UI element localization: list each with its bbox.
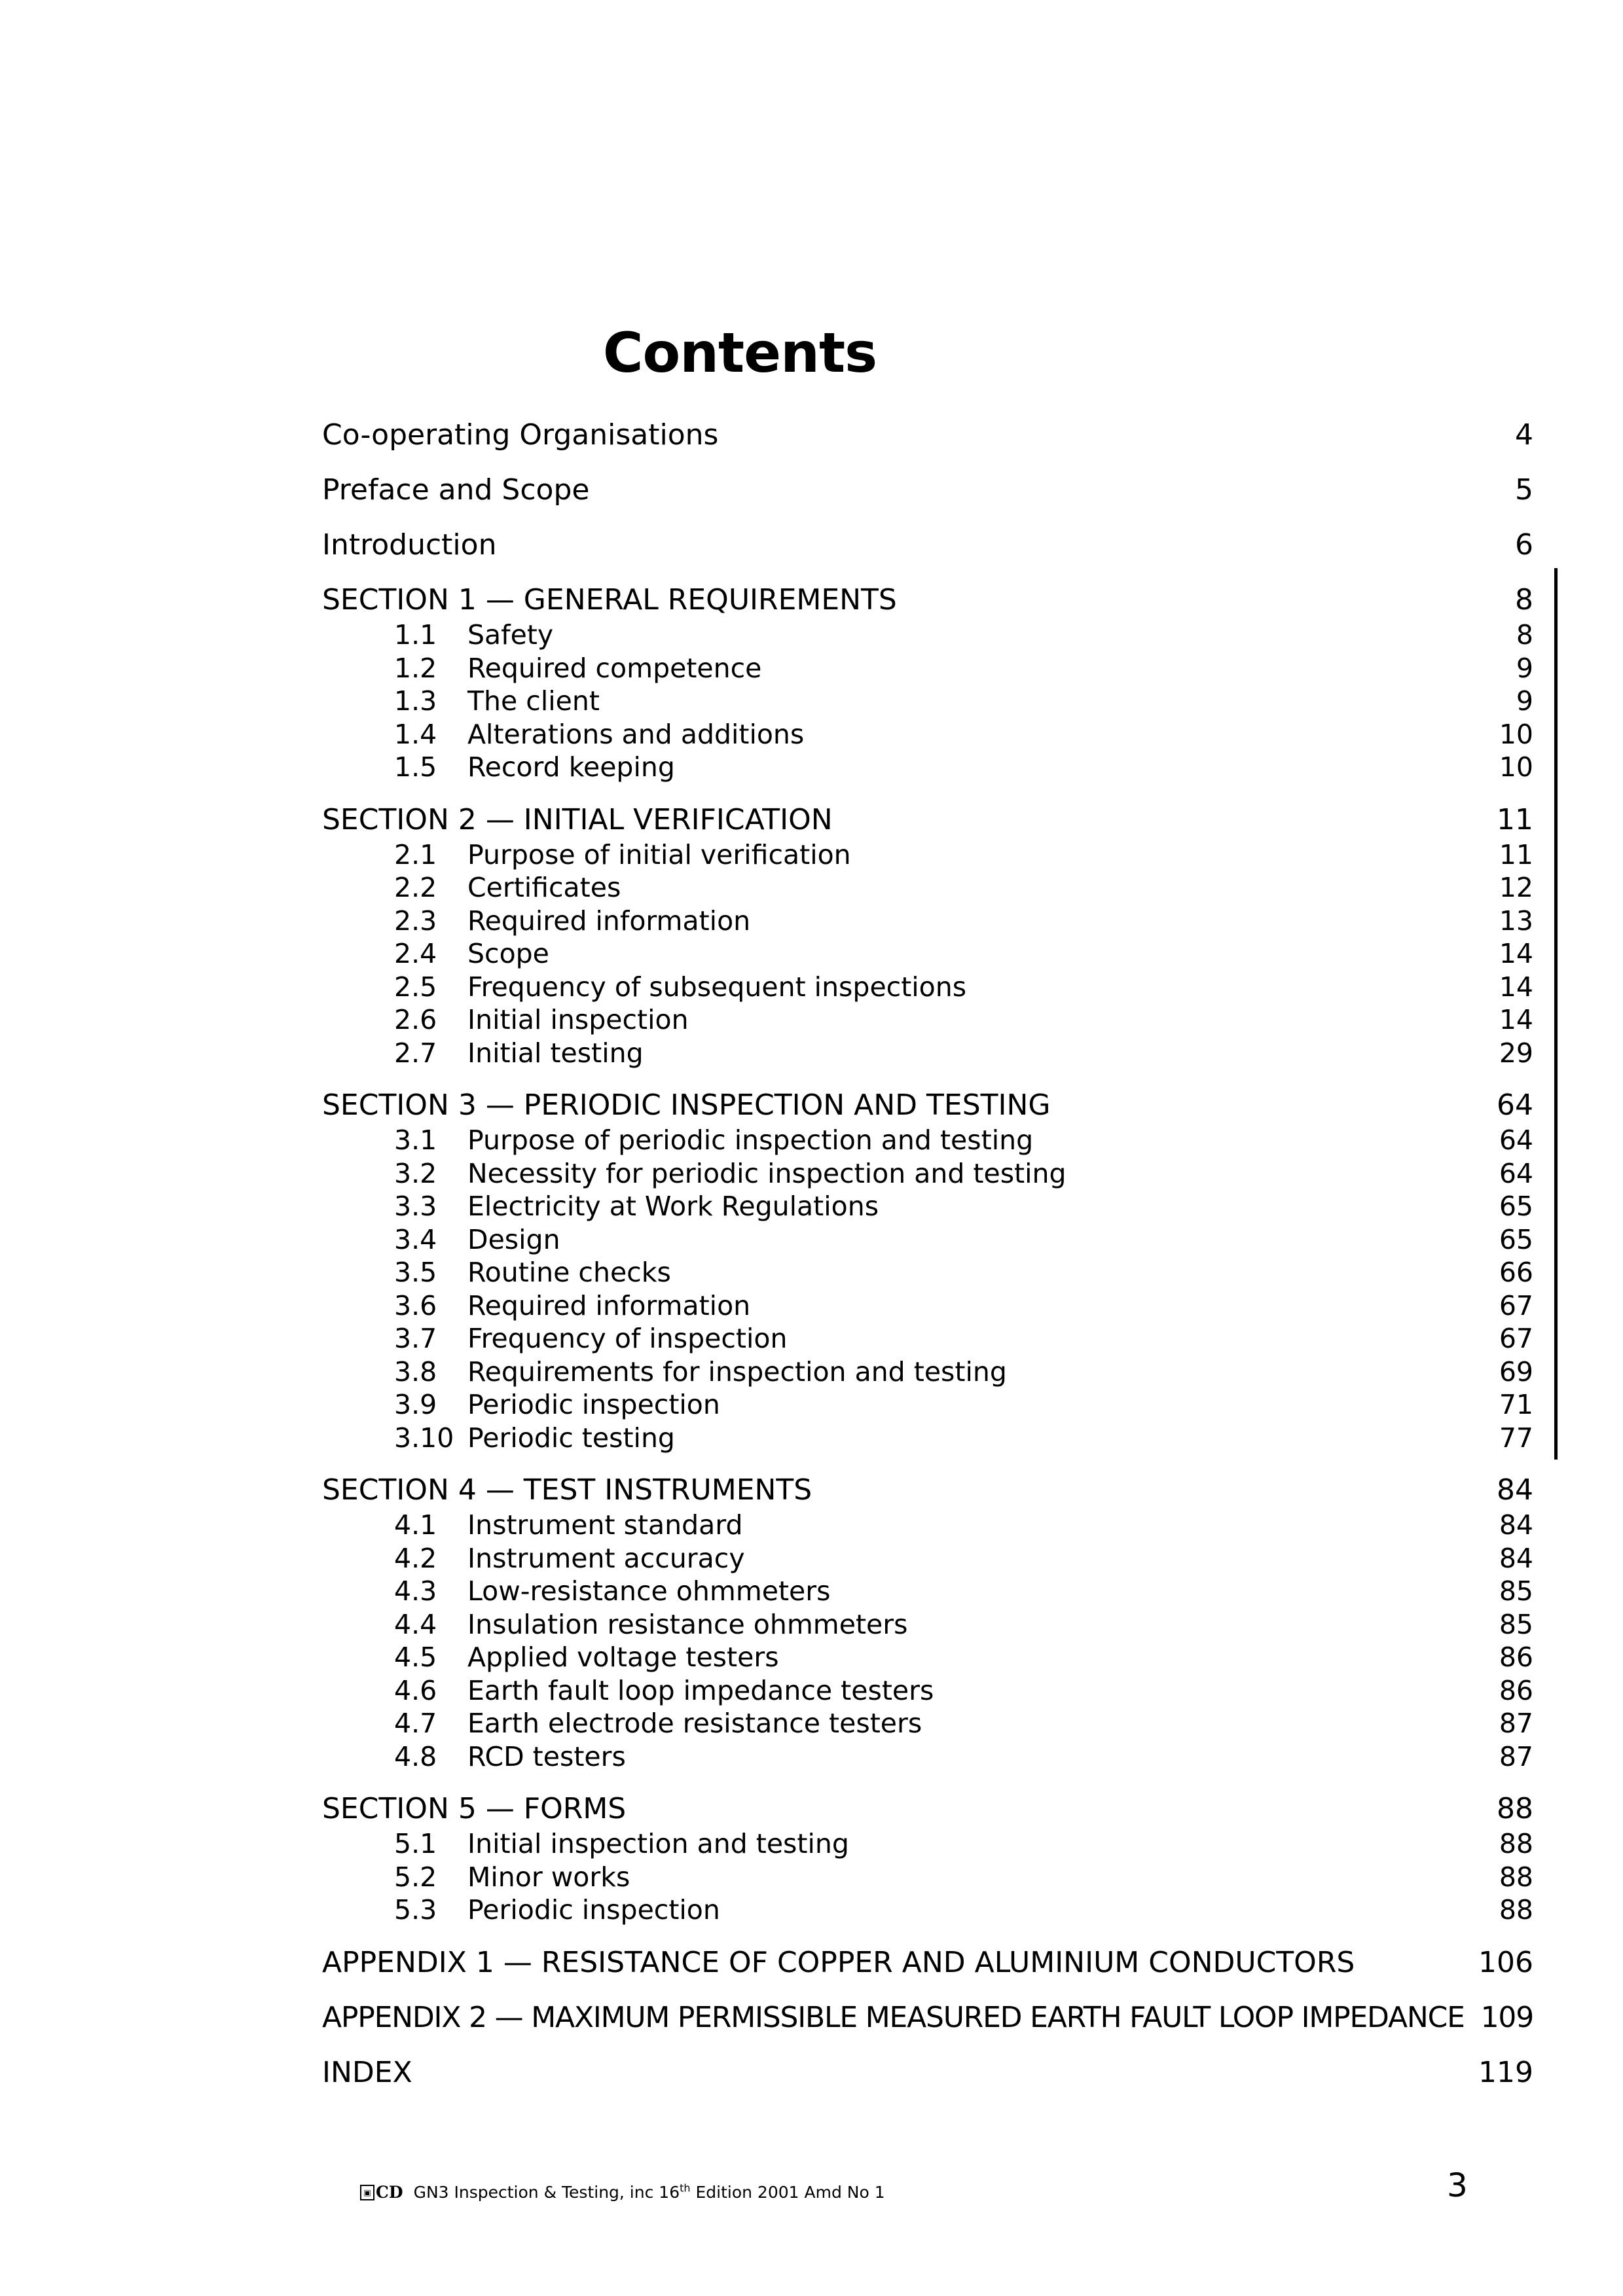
- toc-entry-label: Preface and Scope: [322, 473, 590, 507]
- footer-text-main: GN3 Inspection & Testing, inc 16: [413, 2183, 680, 2202]
- logo-mark: ▣: [360, 2185, 374, 2200]
- toc-subentry-label: Required competence: [467, 652, 762, 684]
- toc-subentry[interactable]: [322, 1289, 1533, 1323]
- toc-subentry-page: 14: [1499, 1004, 1533, 1035]
- toc-subentry-number: 1.4: [394, 718, 437, 750]
- toc-subentry-label: Instrument accuracy: [467, 1542, 745, 1574]
- toc-subentry-page: 66: [1499, 1257, 1533, 1288]
- toc-section-page: 64: [1497, 1088, 1533, 1122]
- toc-subentry-label: Necessity for periodic inspection and testing: [467, 1157, 1067, 1189]
- toc-subentry[interactable]: [322, 1707, 1533, 1740]
- toc-section-page: 84: [1497, 1473, 1533, 1507]
- toc-subentry-number: 2.2: [394, 872, 437, 903]
- toc-section-page: 8: [1515, 583, 1533, 617]
- toc-entry-page: 119: [1478, 2055, 1533, 2089]
- toc-subentry-label: Instrument standard: [467, 1509, 743, 1541]
- toc-entry-page: 106: [1478, 1945, 1533, 1979]
- toc-subentry-number: 4.6: [394, 1674, 437, 1706]
- toc-entry-label: Co-operating Organisations: [322, 418, 719, 452]
- toc-subentry-label: Requirements for inspection and testing: [467, 1355, 1007, 1388]
- toc-subentry-label: Earth fault loop impedance testers: [467, 1674, 934, 1706]
- toc-subentry-number: 4.4: [394, 1608, 437, 1640]
- toc-subentry-label: Required information: [467, 905, 751, 937]
- toc-subentry-number: 4.3: [394, 1575, 437, 1607]
- toc-subentry-number: 4.5: [394, 1641, 437, 1673]
- toc-subentry-label: Alterations and additions: [467, 718, 805, 750]
- toc-subentry-number: 2.5: [394, 971, 437, 1003]
- toc-subentry-label: Certificates: [467, 872, 621, 903]
- toc-section-page: 88: [1497, 1792, 1533, 1825]
- toc-subentry-page: 9: [1516, 652, 1533, 684]
- toc-subentry-page: 69: [1499, 1355, 1533, 1388]
- toc-subentry-page: 85: [1499, 1575, 1533, 1607]
- toc-subentry[interactable]: [322, 1641, 1533, 1674]
- page-number: 3: [1447, 2166, 1468, 2204]
- toc-subentry-page: 64: [1499, 1157, 1533, 1189]
- toc-subentry-label: Frequency of inspection: [467, 1323, 788, 1354]
- toc-subentry-page: 9: [1516, 685, 1533, 717]
- toc-subentry-label: Periodic testing: [467, 1422, 675, 1454]
- toc-index[interactable]: [322, 2056, 1533, 2089]
- toc-subentry-page: 84: [1499, 1509, 1533, 1541]
- toc-appendix-1[interactable]: [322, 1946, 1533, 1979]
- toc-subentry-page: 86: [1499, 1641, 1533, 1673]
- toc-subentry-label: Required information: [467, 1289, 751, 1321]
- toc-subentry-number: 5.3: [394, 1894, 437, 1926]
- toc-subentry-page: 65: [1499, 1191, 1533, 1222]
- toc-subentry-label: Minor works: [467, 1861, 630, 1893]
- toc-entry-label: APPENDIX 2 — MAXIMUM PERMISSIBLE MEASURED EARTH FAULT LOOP IMPEDANCE: [322, 2000, 1465, 2034]
- toc-subentry-label: Frequency of subsequent inspections: [467, 971, 967, 1003]
- toc-subentry[interactable]: [322, 1893, 1533, 1927]
- toc-subentry[interactable]: [322, 1674, 1533, 1708]
- page-footer: [360, 2183, 885, 2202]
- toc-subentry[interactable]: [322, 1355, 1533, 1389]
- toc-subentry-number: 4.2: [394, 1542, 437, 1574]
- toc-subentry[interactable]: [322, 1575, 1533, 1608]
- toc-section-heading[interactable]: [322, 1793, 1533, 1825]
- toc-subentry-page: 87: [1499, 1708, 1533, 1739]
- toc-subentry-number: 3.6: [394, 1289, 437, 1321]
- toc-entry-label: APPENDIX 1 — RESISTANCE OF COPPER AND ALUMINIUM CONDUCTORS: [322, 1945, 1355, 1979]
- toc-subentry-page: 29: [1499, 1037, 1533, 1069]
- toc-subentry-number: 1.2: [394, 652, 437, 684]
- toc-subentry-page: 8: [1516, 619, 1533, 651]
- toc-subentry[interactable]: [322, 905, 1533, 938]
- toc-subentry-label: Periodic inspection: [467, 1894, 720, 1926]
- toc-subentry-number: 3.10: [394, 1422, 454, 1454]
- toc-subentry[interactable]: [322, 1542, 1533, 1575]
- toc-subentry-label: Applied voltage testers: [467, 1641, 779, 1673]
- toc-subentry-page: 71: [1499, 1389, 1533, 1420]
- toc-section-label: SECTION 2 — INITIAL VERIFICATION: [322, 802, 833, 836]
- toc-subentry-number: 5.2: [394, 1861, 437, 1893]
- toc-section-1: [322, 584, 1533, 784]
- toc-subentry[interactable]: [322, 1256, 1533, 1289]
- toc-subentry[interactable]: [322, 1861, 1533, 1894]
- toc-section-label: SECTION 3 — PERIODIC INSPECTION AND TESTING: [322, 1088, 1051, 1122]
- toc-subentry-number: 3.3: [394, 1191, 437, 1222]
- toc-appendix-2[interactable]: [322, 2001, 1533, 2034]
- toc-entry[interactable]: [322, 529, 1533, 562]
- toc-subentry-page: 67: [1499, 1323, 1533, 1354]
- toc-subentry[interactable]: [322, 1509, 1533, 1542]
- toc-subentry-page: 77: [1499, 1422, 1533, 1454]
- toc-subentry-label: Scope: [467, 938, 549, 969]
- toc-section-heading[interactable]: [322, 584, 1533, 617]
- toc-subentry-number: 3.1: [394, 1124, 437, 1156]
- toc-entry-page: 6: [1515, 528, 1533, 562]
- toc-subentry-label: Initial inspection: [467, 1004, 689, 1035]
- toc-subentry[interactable]: [322, 751, 1533, 784]
- toc-subentry[interactable]: [322, 1003, 1533, 1037]
- toc-subentry-number: 2.1: [394, 838, 437, 870]
- toc-section-4: [322, 1474, 1533, 1773]
- toc-section-heading[interactable]: [322, 1474, 1533, 1507]
- toc-subentry-label: RCD testers: [467, 1740, 626, 1772]
- toc-entry-page: 5: [1515, 473, 1533, 507]
- toc-subentry-page: 65: [1499, 1223, 1533, 1255]
- toc-subentry-page: 14: [1499, 971, 1533, 1003]
- toc-subentry-page: 87: [1499, 1740, 1533, 1772]
- toc-section-page: 11: [1497, 802, 1533, 836]
- revision-change-bar: [1554, 568, 1558, 1460]
- toc-section-heading[interactable]: [322, 1089, 1533, 1122]
- toc-subentry-number: 3.4: [394, 1223, 437, 1255]
- toc-subentry-number: 2.3: [394, 905, 437, 937]
- toc-subentry-page: 64: [1499, 1124, 1533, 1156]
- toc-subentry-number: 4.7: [394, 1708, 437, 1739]
- toc-subentry-page: 13: [1499, 905, 1533, 937]
- footer-text-edition: Edition 2001 Amd No 1: [690, 2183, 885, 2202]
- toc-subentry-page: 10: [1499, 751, 1533, 783]
- toc-entry-label: Introduction: [322, 528, 497, 562]
- toc-subentry-label: Initial testing: [467, 1037, 644, 1069]
- toc-subentry-page: 67: [1499, 1289, 1533, 1321]
- toc-subentry-label: Low-resistance ohmmeters: [467, 1575, 831, 1607]
- toc-subentry-page: 84: [1499, 1542, 1533, 1574]
- toc-subentry-label: Insulation resistance ohmmeters: [467, 1608, 908, 1640]
- page-title: Contents: [602, 321, 877, 385]
- toc-subentry[interactable]: [322, 1124, 1533, 1157]
- toc-subentry[interactable]: [322, 685, 1533, 718]
- toc-subentry-page: 14: [1499, 938, 1533, 969]
- toc-subentry[interactable]: [322, 1827, 1533, 1861]
- toc-subentry-number: 1.5: [394, 751, 437, 783]
- toc-subentry[interactable]: [322, 1037, 1533, 1070]
- table-of-contents: [322, 419, 1533, 2111]
- toc-subentry-number: 3.7: [394, 1323, 437, 1354]
- toc-subentry[interactable]: [322, 1190, 1533, 1223]
- toc-section-heading[interactable]: [322, 804, 1533, 836]
- toc-section-label: SECTION 5 — FORMS: [322, 1792, 627, 1825]
- toc-subentry-number: 2.7: [394, 1037, 437, 1069]
- toc-subentry-page: 10: [1499, 718, 1533, 750]
- toc-subentry[interactable]: [322, 937, 1533, 971]
- toc-subentry-label: Initial inspection and testing: [467, 1828, 849, 1859]
- toc-subentry-label: Safety: [467, 619, 554, 651]
- toc-subentry-label: Design: [467, 1223, 560, 1255]
- toc-subentry[interactable]: [322, 1157, 1533, 1191]
- toc-subentry[interactable]: [322, 1322, 1533, 1355]
- publisher-logo: [360, 2183, 403, 2202]
- toc-subentry-number: 3.9: [394, 1389, 437, 1420]
- toc-entry-label: INDEX: [322, 2055, 412, 2089]
- toc-entry[interactable]: [322, 419, 1533, 452]
- toc-subentry-label: Record keeping: [467, 751, 675, 783]
- toc-subentry-page: 88: [1499, 1861, 1533, 1893]
- toc-subentry-number: 2.4: [394, 938, 437, 969]
- toc-subentry-label: Earth electrode resistance testers: [467, 1708, 922, 1739]
- toc-subentry-number: 4.1: [394, 1509, 437, 1541]
- toc-subentry-number: 1.3: [394, 685, 437, 717]
- toc-subentry[interactable]: [322, 1388, 1533, 1422]
- toc-subentry-page: 88: [1499, 1828, 1533, 1859]
- logo-text: CD: [376, 2183, 403, 2202]
- toc-subentry[interactable]: [322, 1608, 1533, 1641]
- toc-subentry-number: 3.8: [394, 1355, 437, 1388]
- toc-subentry-page: 88: [1499, 1894, 1533, 1926]
- toc-subentry[interactable]: [322, 1223, 1533, 1257]
- toc-subentry[interactable]: [322, 1422, 1533, 1455]
- toc-subentry-number: 3.5: [394, 1257, 437, 1288]
- toc-section-5: [322, 1793, 1533, 1927]
- toc-section-label: SECTION 1 — GENERAL REQUIREMENTS: [322, 583, 897, 617]
- toc-subentry[interactable]: [322, 652, 1533, 685]
- toc-subentry-page: 86: [1499, 1674, 1533, 1706]
- toc-subentry[interactable]: [322, 619, 1533, 652]
- toc-subentry-number: 5.1: [394, 1828, 437, 1859]
- footer-text: [414, 2183, 885, 2202]
- toc-subentry-number: 4.8: [394, 1740, 437, 1772]
- toc-subentry-page: 11: [1499, 838, 1533, 870]
- toc-entry-page: 4: [1515, 418, 1533, 452]
- toc-subentry-label: Routine checks: [467, 1257, 671, 1288]
- toc-subentry[interactable]: [322, 871, 1533, 905]
- toc-subentry[interactable]: [322, 838, 1533, 872]
- toc-subentry-label: Electricity at Work Regulations: [467, 1191, 879, 1222]
- toc-subentry-number: 1.1: [394, 619, 437, 651]
- footer-superscript: th: [680, 2181, 691, 2195]
- toc-subentry-number: 2.6: [394, 1004, 437, 1035]
- toc-subentry-label: The client: [467, 685, 600, 717]
- toc-section-2: [322, 804, 1533, 1070]
- toc-entry[interactable]: [322, 474, 1533, 507]
- toc-subentry-label: Purpose of initial verification: [467, 838, 851, 870]
- toc-subentry-number: 3.2: [394, 1157, 437, 1189]
- toc-section-label: SECTION 4 — TEST INSTRUMENTS: [322, 1473, 812, 1507]
- toc-subentry-label: Periodic inspection: [467, 1389, 720, 1420]
- toc-subentry[interactable]: [322, 971, 1533, 1004]
- toc-subentry-page: 12: [1499, 872, 1533, 903]
- toc-entry-page: 109: [1480, 2000, 1533, 2034]
- toc-subentry[interactable]: [322, 1740, 1533, 1774]
- toc-subentry[interactable]: [322, 718, 1533, 751]
- toc-subentry-page: 85: [1499, 1608, 1533, 1640]
- toc-section-3: [322, 1089, 1533, 1454]
- toc-subentry-label: Purpose of periodic inspection and testing: [467, 1124, 1034, 1156]
